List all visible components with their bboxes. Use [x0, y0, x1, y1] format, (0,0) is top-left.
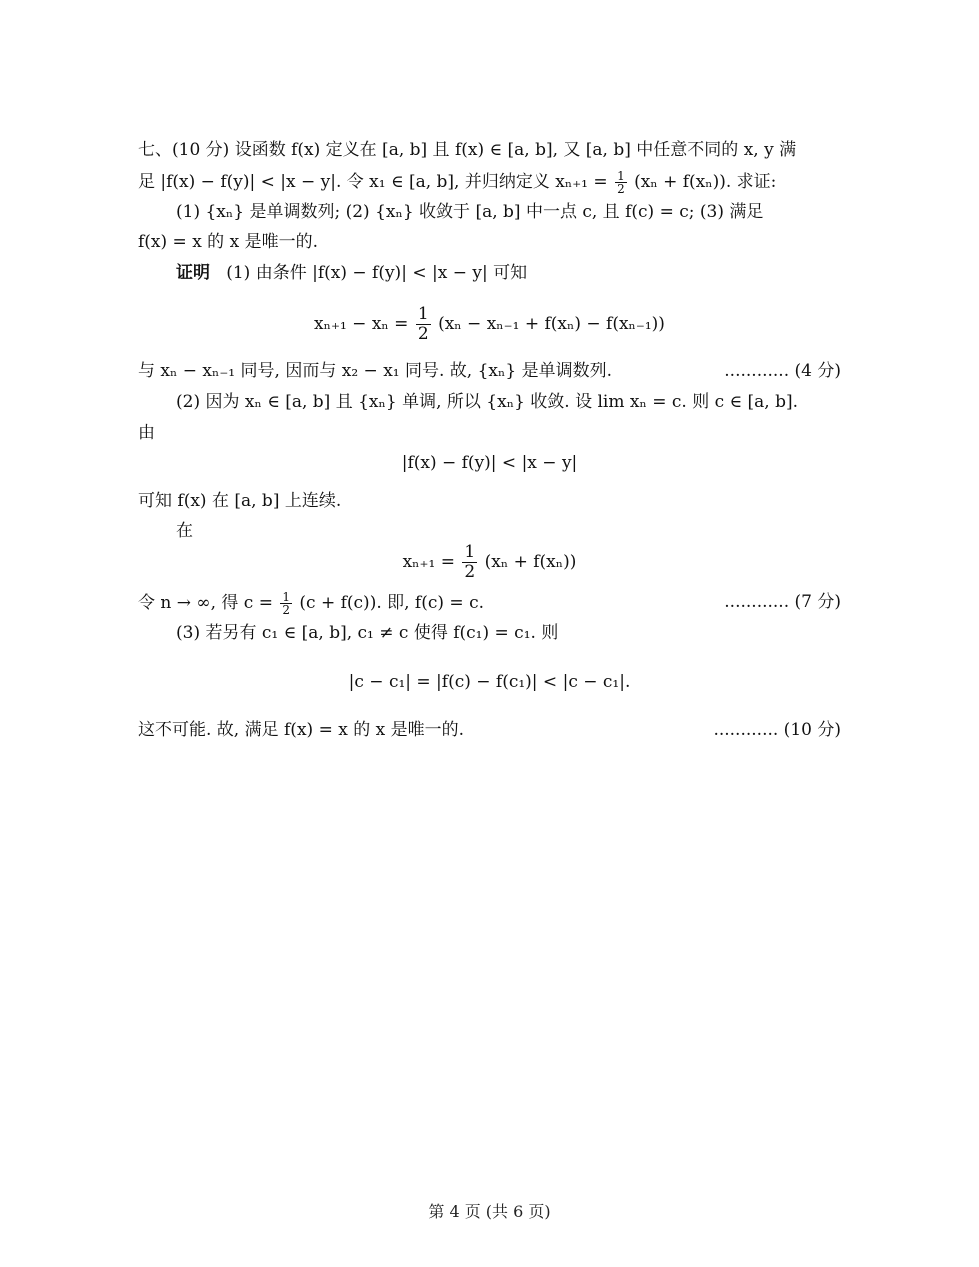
part2-line-3: 可知 f(x) 在 [a, b] 上连续. — [138, 491, 342, 511]
part1-conclusion: 与 xₙ − xₙ₋₁ 同号, 因而与 x₂ − x₁ 同号. 故, {xₙ} 是单调数列. ............ (4 分) — [138, 361, 841, 381]
part2-conclusion: 令 n → ∞, 得 c = $\frac{1}{2}$ (c + f(c)). 即, f(c) = c. ............ (7 分) — [138, 590, 841, 617]
problem-line-3: (1) {xₙ} 是单调数列; (2) {xₙ} 收敛于 [a, b] 中一点 c, 且 f(c) = c; (3) 满足 — [176, 202, 764, 222]
part2-line-2: 由 — [138, 423, 155, 443]
equation-3: xₙ₊₁ = $\frac{1}{2}$ (xₙ + f(xₙ)) — [402, 542, 577, 582]
score-mark-4: ............ (4 分) — [724, 361, 841, 381]
fraction-half: $\frac{1}{2}$ — [617, 169, 625, 196]
fraction-half: $\frac{1}{2}$ — [417, 304, 429, 344]
fraction-half: $\frac{1}{2}$ — [282, 590, 290, 617]
proof-label: 证明 — [176, 263, 210, 283]
score-mark-7: ............ (7 分) — [724, 592, 841, 612]
proof-intro: 证明 (1) 由条件 |f(x) − f(y)| < |x − y| 可知 — [176, 263, 528, 283]
part2-line-1: (2) 因为 xₙ ∈ [a, b] 且 {xₙ} 单调, 所以 {xₙ} 收敛. 设 lim xₙ = c. 则 c ∈ [a, b]. — [176, 392, 799, 412]
equation-4: |c − c₁| = |f(c) − f(c₁)| < |c − c₁|. — [348, 672, 631, 692]
score-mark-10: ............ (10 分) — [713, 720, 841, 740]
part3-line-1: (3) 若另有 c₁ ∈ [a, b], c₁ ≠ c 使得 f(c₁) = c₁. 则 — [176, 623, 559, 643]
part3-conclusion: 这不可能. 故, 满足 f(x) = x 的 x 是唯一的. ............ (10 分) — [138, 720, 841, 740]
equation-1: xₙ₊₁ − xₙ = $\frac{1}{2}$ (xₙ − xₙ₋₁ + f(xₙ) − f(xₙ₋₁)) — [314, 304, 665, 344]
problem-line-1: 七、(10 分) 设函数 f(x) 定义在 [a, b] 且 f(x) ∈ [a, b], 又 [a, b] 中任意不同的 x, y 满 — [138, 140, 797, 160]
page-footer: 第 4 页 (共 6 页) — [428, 1202, 551, 1221]
problem-line-2: 足 |f(x) − f(y)| < |x − y|. 令 x₁ ∈ [a, b], 并归纳定义 xₙ₊₁ = $\frac{1}{2}$ (xₙ + f(xₙ)). 求证: — [138, 169, 777, 196]
part2-line-4: 在 — [176, 521, 193, 541]
equation-2: |f(x) − f(y)| < |x − y| — [401, 453, 578, 473]
fraction-half: $\frac{1}{2}$ — [464, 542, 476, 582]
problem-line-4: f(x) = x 的 x 是唯一的. — [138, 232, 318, 252]
